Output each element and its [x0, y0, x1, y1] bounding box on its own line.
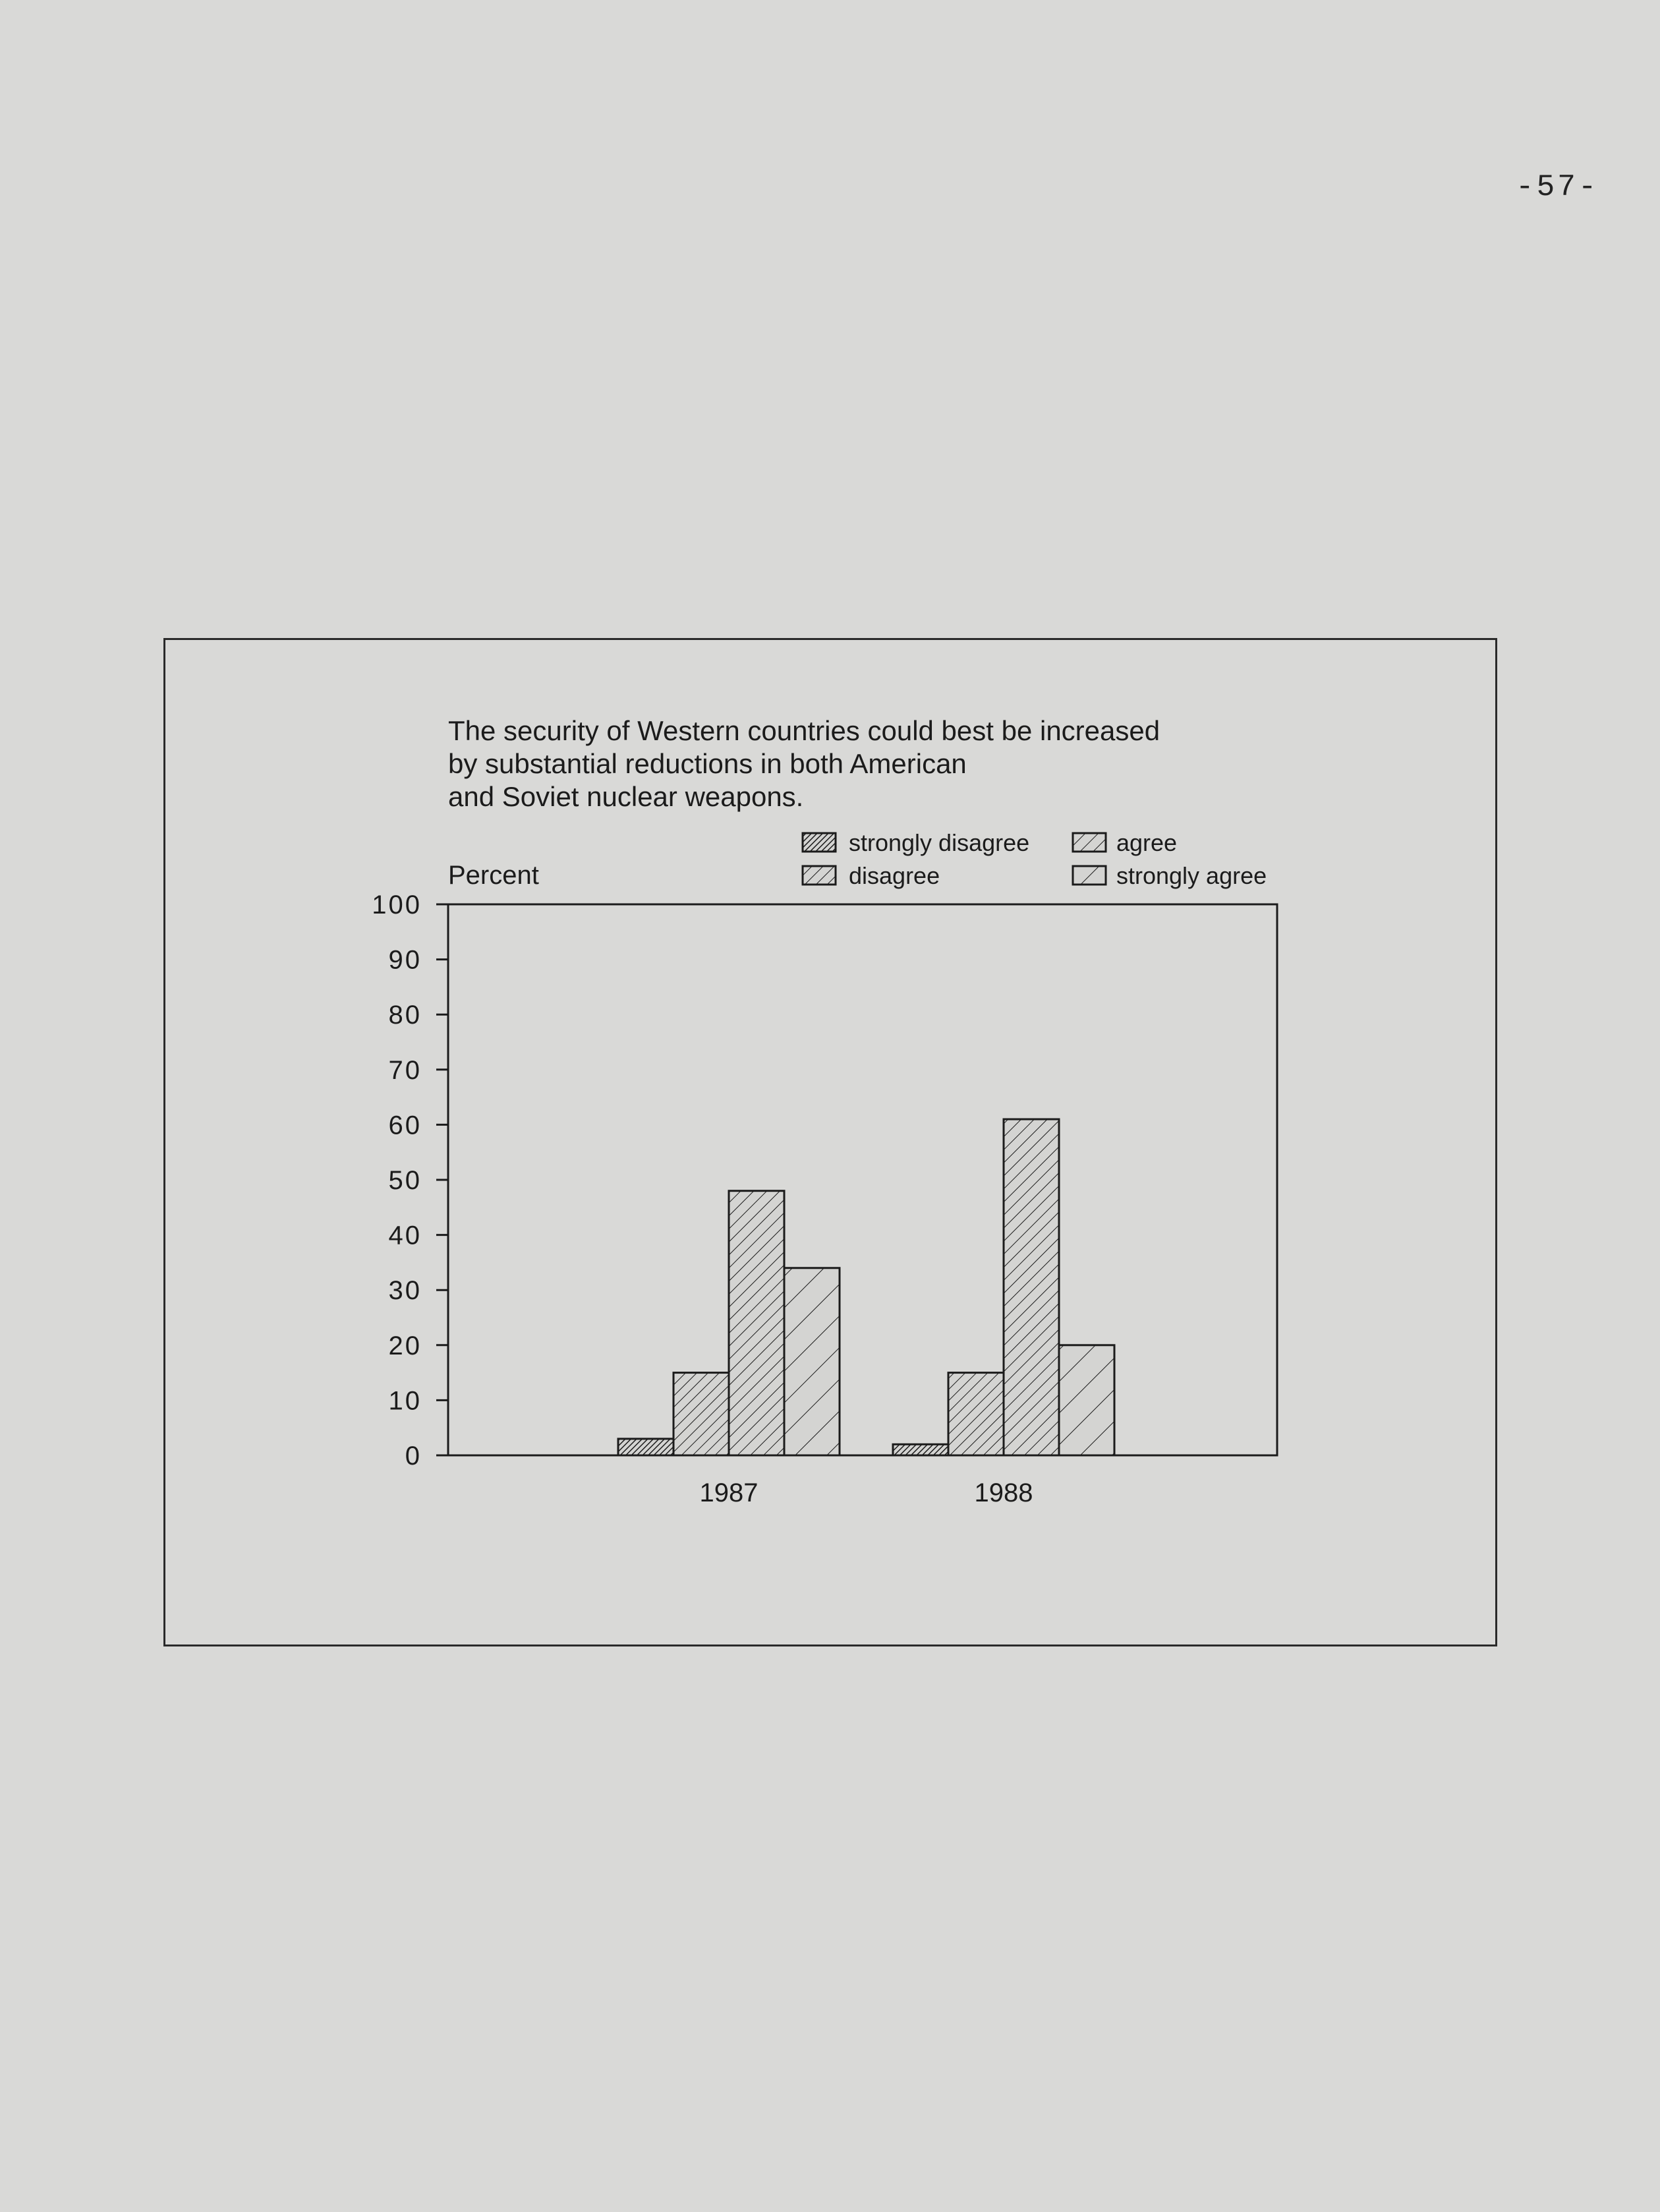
y-tick-label: 0	[405, 1441, 422, 1470]
bar-1988-strongly-disagree	[893, 1444, 948, 1455]
bar-1988-agree	[1004, 1119, 1059, 1455]
bar-1987-strongly-disagree	[618, 1439, 673, 1455]
page-number: -57-	[1516, 170, 1599, 204]
legend-label-strongly-disagree: strongly disagree	[849, 829, 1030, 856]
bar-1987-agree	[729, 1191, 784, 1455]
legend-swatch-strongly-disagree	[803, 833, 836, 852]
y-tick-label: 70	[388, 1055, 422, 1085]
legend-label-disagree: disagree	[849, 862, 940, 889]
y-tick-label: 20	[388, 1331, 422, 1360]
x-tick-label-1987: 1987	[699, 1478, 758, 1507]
bar-1988-disagree	[948, 1373, 1004, 1455]
x-tick-label-1988: 1988	[974, 1478, 1033, 1507]
chart-title-line-3: and Soviet nuclear weapons.	[448, 781, 804, 812]
y-tick-label: 60	[388, 1111, 422, 1140]
legend-swatch-disagree	[803, 866, 836, 885]
bar-1988-strongly-agree	[1059, 1345, 1114, 1455]
y-tick-label: 10	[388, 1386, 422, 1416]
legend-swatch-strongly-agree	[1073, 866, 1106, 885]
chart-title-line-1: The security of Western countries could best be increased	[448, 715, 1160, 746]
y-tick-label: 80	[388, 1001, 422, 1030]
y-axis-label: Percent	[448, 861, 539, 890]
legend-swatch-agree	[1073, 833, 1106, 852]
legend-label-agree: agree	[1116, 829, 1178, 856]
bar-1987-strongly-agree	[784, 1268, 840, 1455]
y-tick-label: 90	[388, 945, 422, 975]
y-tick-label: 40	[388, 1221, 422, 1250]
chart-title-line-2: by substantial reductions in both American	[448, 748, 967, 779]
y-tick-label: 30	[388, 1276, 422, 1306]
plot-area	[448, 904, 1277, 1455]
bar-1987-disagree	[673, 1373, 729, 1455]
y-tick-label: 100	[372, 890, 422, 919]
y-tick-label: 50	[388, 1166, 422, 1195]
legend-label-strongly-agree: strongly agree	[1116, 862, 1267, 889]
